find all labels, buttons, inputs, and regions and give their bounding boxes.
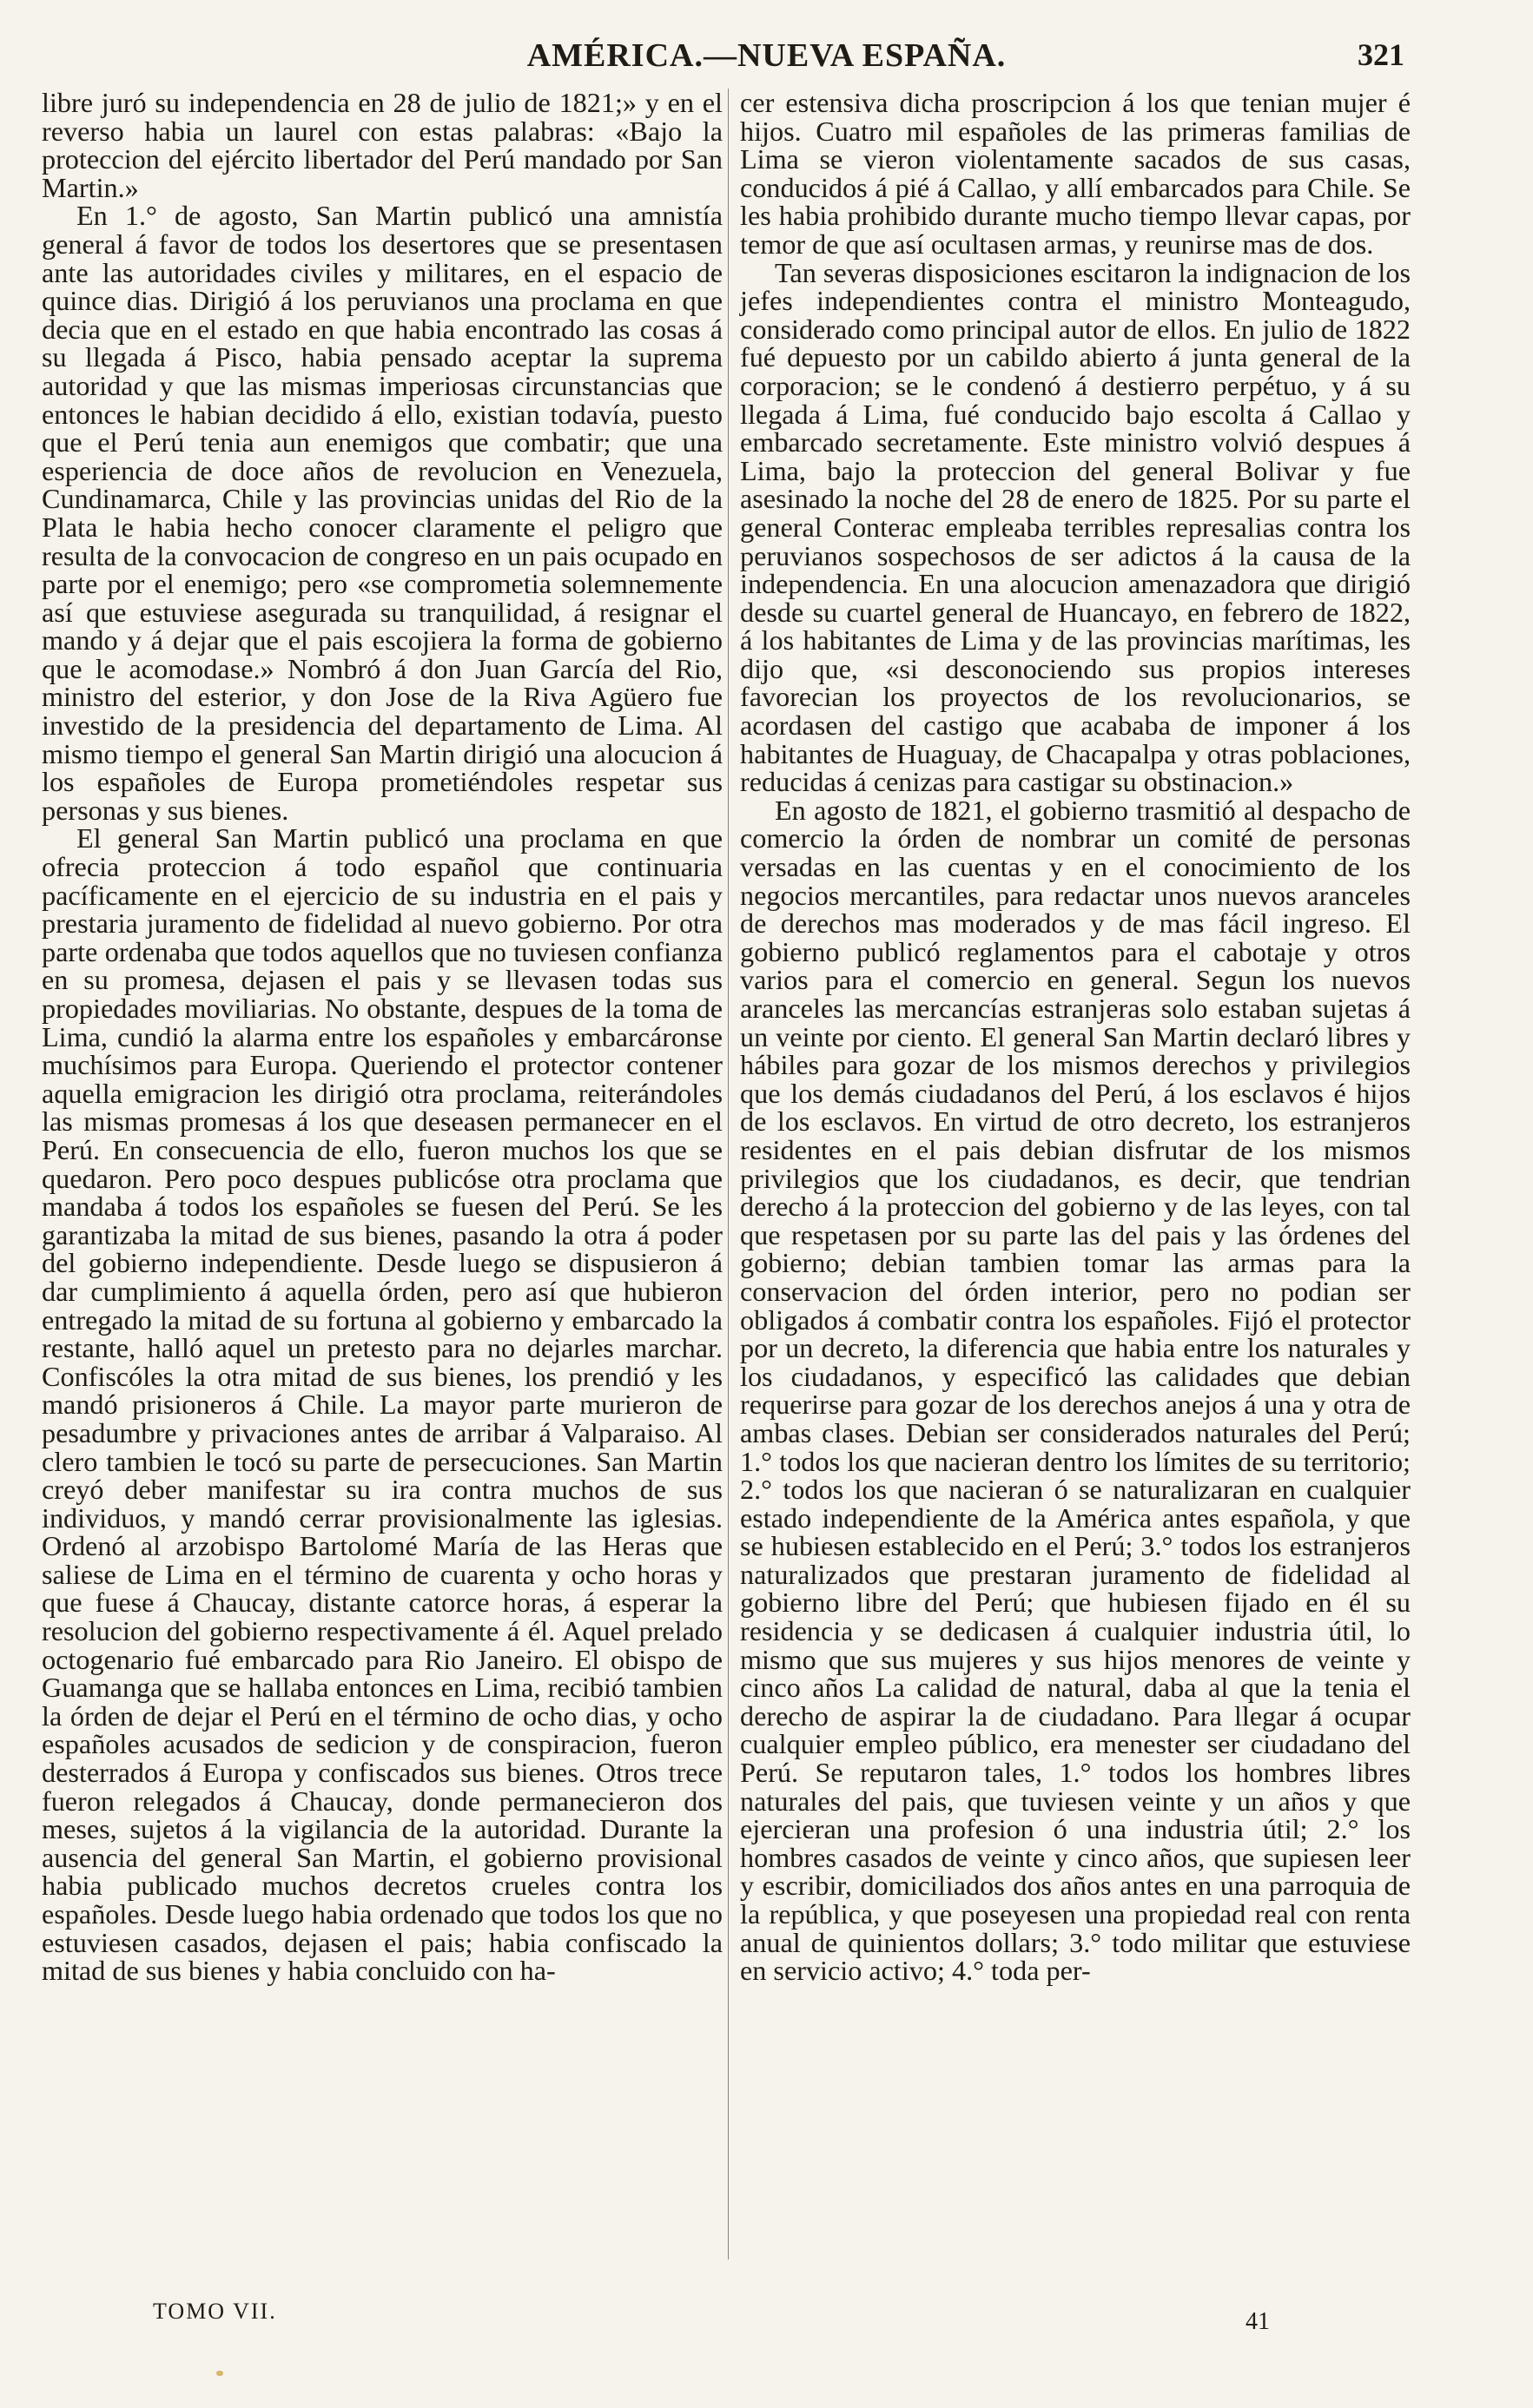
paragraph: Tan severas disposiciones escitaron la indignacion de los jefes independientes contra el ministro Monteagudo, considerado como principal autor de ellos. En julio de 1822 fué depuesto por un cabildo abierto á junta general de la corporacion; se le condenó á destierro perpétuo, y á su llegada á Lima, fué conducido bajo escolta á Callao y embarcado secretamente. Este ministro volvió despues á Lima, bajo la proteccion del general Bolivar y fue asesinado la noche del 28 de enero de 1825. Por su parte el general Conterac empleaba terribles represalias contra los peruvianos sospechosos de ser adictos á la causa de la independencia. En una alocucion amenazadora que dirigió desde su cuartel general de Huancayo, en febrero de 1822, á los habitantes de Lima y de las provincias marítimas, les dijo que, «si desconociendo sus propios intereses favorecian los proyectos de los revolucionarios, se acordasen del castigo que acababa de imponer á los habitantes de Huaguay, de Chacapalpa y otras poblaciones, reducidas á cenizas para castigar su obstinacion.» xyxy=(740,256,1411,798)
left-column xyxy=(42,89,723,1985)
paragraph: El general San Martin publicó una proclama en que ofrecia proteccion á todo español que continuaria pacíficamente en el ejercicio de su industria en el pais y prestaria juramento de fidelidad al nuevo gobierno. Por otra parte ordenaba que todos aquellos que no tuviesen confianza en su promesa, dejasen el pais y se llevasen todas sus propiedades moviliarias. No obstante, despues de la toma de Lima, cundió la alarma entre los españoles y embarcáronse muchísimos para Europa. Queriendo el protector contener aquella emigracion les dirigió otra proclama, reiterándoles las mismas promesas á los que deseasen permanecer en el Perú. En consecuencia de ello, fueron muchos los que se quedaron. Pero poco despues publicóse otra proclama que mandaba á todos los españoles se fuesen del Perú. Se les garantizaba la mitad de sus bienes, pasando la otra á poder del gobierno independiente. Desde luego se dispusieron á dar cumplimiento á aquella órden, pero así que hubieron entregado la mitad de su fortuna al gobierno y embarcado la restante, halló aquel un pretesto para no dejarles marchar. Confiscóles la otra mitad de sus bienes, los prendió y les mandó prisioneros á Chile. La mayor parte murieron de pesadumbre y privaciones antes de arribar á Valparaiso. Al clero tambien le tocó su parte de persecuciones. San Martin creyó deber manifestar su ira contra muchos de sus individuos, y mandó cerrar provisionalmente las iglesias. Ordenó al arzobispo Bartolomé María de las Heras que saliese de Lima en el término de cuarenta y ocho horas y que fuese á Chaucay, distante catorce horas, á esperar la resolucion del gobierno respectivamente á él. Aquel prelado octogenario fué embarcado para Rio Janeiro. El obispo de Guamanga que se hallaba entonces en Lima, recibió tambien la órden de dejar el Perú en el término de ocho dias, y ocho españoles acusados de sedicion y de conspiracion, fueron desterrados á Europa y confiscados sus bienes. Otros trece fueron relegados á Chaucay, donde permanecieron dos meses, sujetos á la vigilancia de la autoridad. Durante la ausencia del general San Martin, el gobierno provisional habia publicado muchos decretos crueles contra los españoles. Desde luego habia ordenado que todos los que no estuviesen casados, dejasen el pais; habia confiscado la mitad de sus bienes y habia concluido con ha- xyxy=(42,822,723,1987)
paragraph: En 1.° de agosto, San Martin publicó una amnistía general á favor de todos los desertores que se presentasen ante las autoridades civiles y militares, en el espacio de quince dias. Dirigió á los peruvianos una proclama en que decia que en el estado en que habia encontrado las cosas á su llegada á Pisco, habia pensado aceptar la suprema autoridad y que las mismas imperiosas circunstancias que entonces le habian decidido á ello, existian todavía, puesto que el Perú tenia aun enemigos que combatir; que una esperiencia de doce años de revolucion en Venezuela, Cundinamarca, Chile y las provincias unidas del Rio de la Plata le habia hecho conocer claramente el peligro que resulta de la convocacion de congreso en un pais ocupado en parte por el enemigo; pero «se comprometia solemnemente así que estuviese asegurada su tranquilidad, á resignar el mando y á dejar que el pais escojiera la forma de gobierno que le acomodase.» Nombró á don Juan García del Rio, ministro del esterior, y don Jose de la Riva Agüero fue investido de la presidencia del departamento de Lima. Al mismo tiempo el general San Martin dirigió una alocucion á los españoles de Europa prometiéndoles respetar sus personas y sus bienes. xyxy=(42,200,723,826)
paragraph: En agosto de 1821, el gobierno trasmitió al despacho de comercio la órden de nombrar un comité de personas versadas en las cuentas y en el conocimiento de los negocios mercantiles, para redactar unos nuevos aranceles de derechos mas moderados y de mas fácil ingreso. El gobierno publicó reglamentos para el cabotaje y otros varios para el comercio en general. Segun los nuevos aranceles las mercancías estranjeras solo estaban sujetas á un veinte por ciento. El general San Martin declaró libres y hábiles para gozar de los mismos derechos y privilegios que los demás ciudadanos del Perú, á los esclavos é hijos de los esclavos. En virtud de otro decreto, los estranjeros residentes en el pais debian disfrutar de los mismos privilegios que los ciudadanos, es decir, que tendrian derecho á la proteccion del gobierno y de las leyes, con tal que respetasen por su parte las del pais y las órdenes del gobierno; debian tambien tomar las armas para la conservacion del órden interior, pero no podian ser obligados á combatir contra los españoles. Fijó el protector por un decreto, la diferencia que habia entre los naturales y los ciudadanos, y especificó las calidades que debian requerirse para gozar de los derechos anejos á una y otra de ambas clases. Debian ser considerados naturales del Perú; 1.° todos los que nacieran dentro los límites de su territorio; 2.° todos los que nacieran ó se naturalizaran en cualquier estado independiente de la América antes española, y que se hubiesen establecido en el Perú; 3.° todos los estranjeros naturalizados que prestaran juramento de fidelidad al gobierno libre del Perú; que hubiesen fijado en él su residencia y se dedicasen á cualquier industria útil, lo mismo que sus mujeres y sus hijos menores de veinte y cinco años La calidad de natural, daba al que la tenia el derecho de aspirar la de ciudadano. Para llegar á ocupar cualquier empleo público, era menester ser ciudadano del Perú. Se reputaron tales, 1.° todos los hombres libres naturales del pais, que tuviesen veinte y un años y que ejercieran una profesion ó una industria útil; 2.° los hombres casados de veinte y cinco años, que supiesen leer y escribir, domiciliados dos años antes en una parroquia de la república, y que poseyesen una propiedad real con renta anual de quinientos dollars; 3.° todo militar que estuviese en servicio activo; 4.° toda per- xyxy=(740,794,1411,1987)
signature-mark: 41 xyxy=(1246,2308,1270,2335)
column-divider xyxy=(728,89,729,2260)
paragraph: libre juró su independencia en 28 de julio de 1821;» y en el reverso habia un laurel con estas palabras: «Bajo la proteccion del ejército libertador del Perú mandado por San Martin.» xyxy=(42,87,723,203)
right-column xyxy=(740,89,1411,1985)
running-header xyxy=(0,36,1533,89)
page-title: AMÉRICA.—NUEVA ESPAÑA. xyxy=(526,37,1007,74)
paragraph: cer estensiva dicha proscripcion á los que tenian mujer é hijos. Cuatro mil españoles de las primeras familias de Lima se vieron violentamente sacados de sus casas, conducidos á pié á Callao, y allí embarcados para Chile. Se les habia prohibido durante mucho tiempo llevar capas, por temor de que así ocultasen armas, y reunirse mas de dos. xyxy=(740,87,1411,260)
ink-speck xyxy=(216,2371,223,2376)
volume-label: TOMO VII. xyxy=(153,2299,277,2324)
page-number: 321 xyxy=(1358,37,1404,72)
